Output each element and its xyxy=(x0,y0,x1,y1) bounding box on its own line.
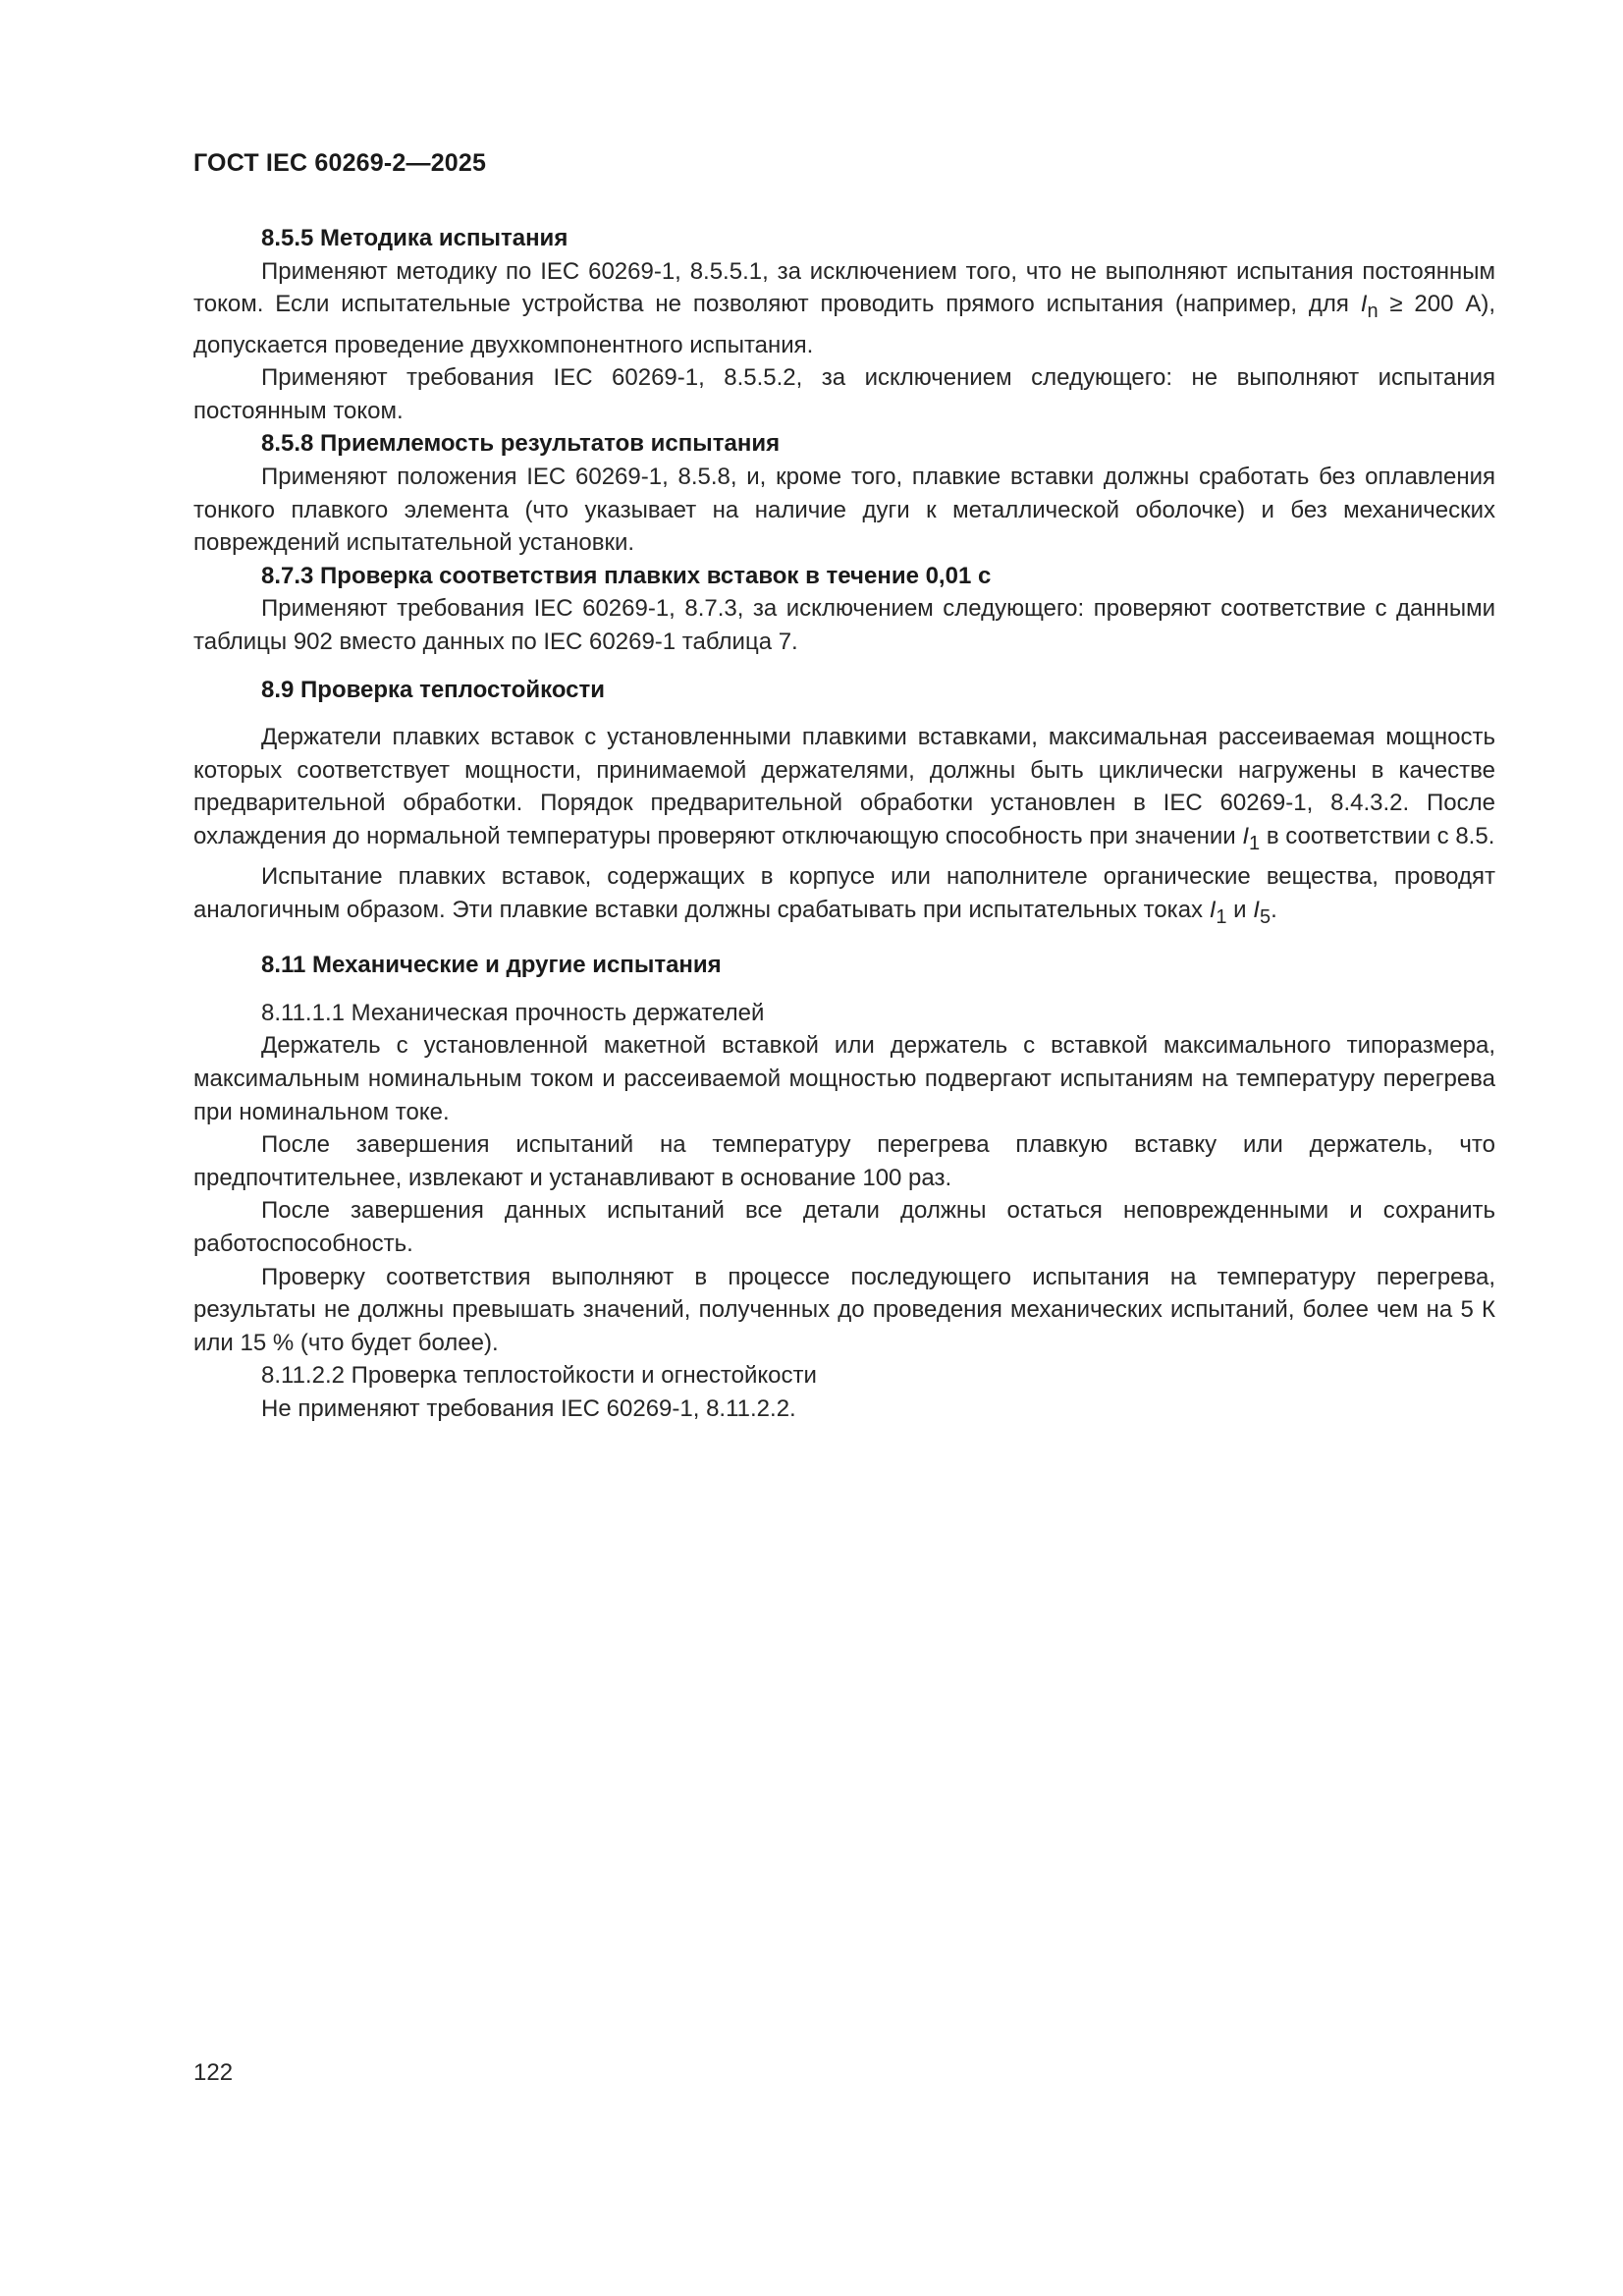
section-heading-8-7-3: 8.7.3 Проверка соответствия плавких вставок в течение 0,01 с xyxy=(261,562,992,589)
current-symbol: I xyxy=(1242,822,1250,849)
section-heading-8-11: 8.11 Механические и другие испытания xyxy=(261,952,722,979)
section-heading-8-5-5: 8.5.5 Методика испытания xyxy=(261,225,568,251)
paragraph: Применяют требования IEC 60269-1, 8.7.3, за исключением следующего: проверяют соответствие с данными таблицы 902 вместо данных по IEC 60269-1 таблица 7. xyxy=(193,595,1495,655)
current-subscript: 1 xyxy=(1216,905,1227,928)
paragraph-text: в соответствии с 8.5. xyxy=(1260,822,1495,849)
current-subscript: n xyxy=(1367,300,1379,322)
current-symbol: I xyxy=(1360,291,1368,318)
paragraph-text: и xyxy=(1226,896,1254,923)
paragraph xyxy=(193,255,1495,362)
paragraph: Применяют положения IEC 60269-1, 8.5.8, и, кроме того, плавкие вставки должны сработать без оплавления тонкого плавкого элемента (что указывает на наличие дуги к металлической оболочке) и без механических повреждений испытательной установки. xyxy=(193,463,1495,557)
document-code: ГОСТ IEC 60269-2—2025 xyxy=(193,149,487,177)
paragraph: Не применяют требования IEC 60269-1, 8.11.2.2. xyxy=(261,1394,796,1422)
paragraph-text: Применяют методику по IEC 60269-1, 8.5.5.1, за исключением того, что не выполняют испытания постоянным током. Если испытательные устройства не позволяют проводить прямого испытания (например, для xyxy=(193,257,1495,318)
paragraph-text: Испытание плавких вставок, содержащих в корпусе или наполнителе органические вещества, проводят аналогичным образом. Эти плавкие вставки должны срабатывать при испытательных токах xyxy=(193,863,1495,923)
paragraph: Держатель с установленной макетной вставкой или держатель с вставкой максимального типоразмера, максимальным номинальным током и рассеиваемой мощностью подвергают испытаниям на температуру перегрева при номинальном токе. xyxy=(193,1032,1495,1125)
paragraph xyxy=(193,721,1495,860)
paragraph-text: . xyxy=(1271,896,1277,923)
subsection-title: 8.11.2.2 Проверка теплостойкости и огнестойкости xyxy=(261,1362,817,1390)
paragraph: После завершения данных испытаний все детали должны остаться неповрежденными и сохранить работоспособность. xyxy=(193,1197,1495,1258)
page-number: 122 xyxy=(193,2059,234,2086)
section-heading-8-9: 8.9 Проверка теплостойкости xyxy=(261,676,606,703)
section-heading-8-5-8: 8.5.8 Приемлемость результатов испытания xyxy=(261,430,781,458)
current-symbol: I xyxy=(1253,896,1260,923)
paragraph: Проверку соответствия выполняют в процессе последующего испытания на температуру перегрева, результаты не должны превышать значений, полученных до проведения механических испытаний, более чем на 5 К или 15 % (что будет более). xyxy=(193,1263,1495,1356)
current-subscript: 1 xyxy=(1249,832,1261,854)
paragraph-text: Держатели плавких вставок с установленными плавкими вставками, максимальная рассеиваемая мощность которых соответствует мощности, принимаемой держателями, должны быть циклически нагружены в качестве предварительной обработки. Порядок предварительной обработки установлен в IEC 60269-1, 8.4.3.2. После охлаждения до нормальной температуры проверяют отключающую способность при значении xyxy=(193,724,1495,849)
paragraph-text: ≥ 200 А), допускается проведение двухкомпонентного испытания. xyxy=(193,291,1495,358)
current-symbol: I xyxy=(1209,896,1217,923)
paragraph: После завершения испытаний на температуру перегрева плавкую вставку или держатель, что предпочтительнее, извлекают и устанавливают в основание 100 раз. xyxy=(193,1131,1495,1191)
current-subscript: 5 xyxy=(1259,905,1271,928)
paragraph: Применяют требования IEC 60269-1, 8.5.5.2, за исключением следующего: не выполняют испытания постоянным током. xyxy=(193,364,1495,424)
paragraph xyxy=(193,860,1495,934)
document-body xyxy=(193,222,1495,1426)
subsection-title: 8.11.1.1 Механическая прочность держателей xyxy=(261,999,765,1026)
